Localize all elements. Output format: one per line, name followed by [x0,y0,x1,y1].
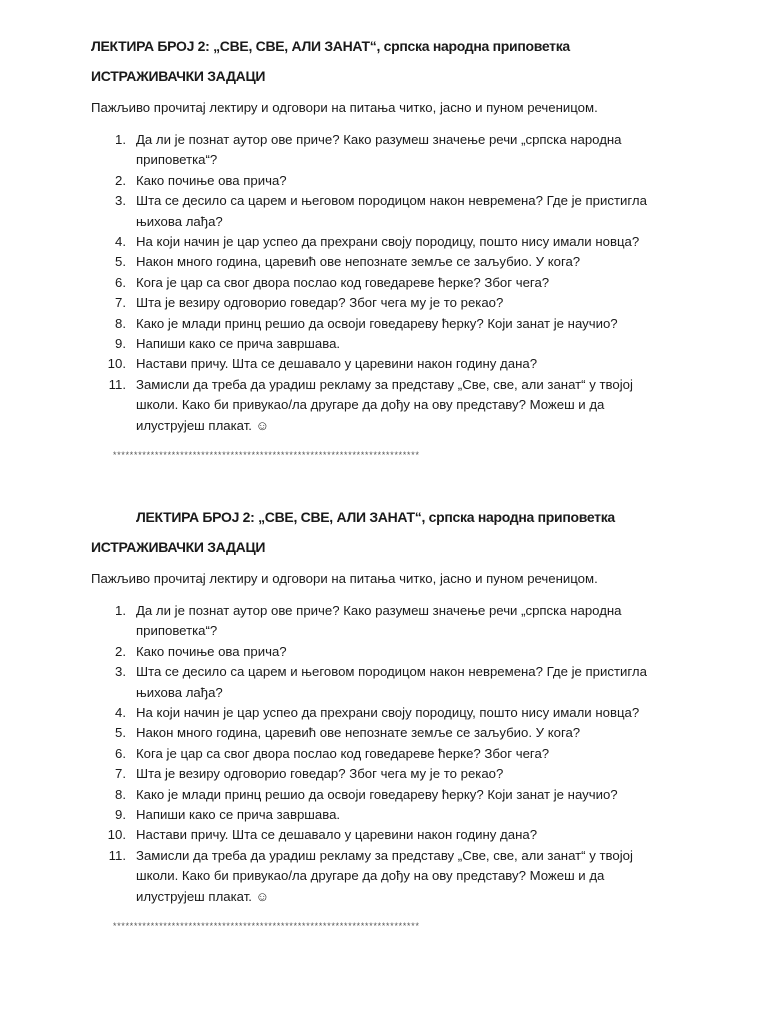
question-text: На који начин је цар успео да прехрани своју породицу, пошто нису имали новца? [136,705,640,721]
question-number: 11. [108,847,126,863]
question-item [0,744,768,764]
question-list [0,130,768,436]
question-text: Кога је цар са свог двора послао код говедареве ћерке? Због чега? [136,745,550,761]
question-text: Након много година, царевић ове непознате земље се заљубио. У кога? [136,254,581,270]
question-text: Како почиње ова прича? [136,643,287,659]
question-number: 4. [115,234,126,250]
question-number: 1. [115,132,126,147]
question-number: 7. [115,295,126,311]
question-text: Напиши како се прича завршава. [136,336,341,352]
question-item [0,314,768,334]
question-item [0,273,768,293]
question-item [0,232,768,252]
question-number: 4. [115,705,126,721]
question-item [0,642,768,662]
question-item [0,825,768,845]
worksheet-intro: Пажљиво прочитај лектиру и одговори на питања читко, јасно и пуном реченицом. [91,100,598,115]
question-text: На који начин је цар успео да прехрани своју породицу, пошто нису имали новца? [136,234,640,250]
question-text: Настави причу. Шта се дешавало у царевини након годину дана? [136,827,538,843]
question-text: Како почиње ова прича? [136,172,287,188]
question-item [0,354,768,374]
question-number: 9. [115,807,126,823]
question-text: Да ли је познат аутор ове приче? Како разумеш значење речи „српска народна приповетка“? [136,603,622,639]
worksheet-title: ЛЕКТИРА БРОЈ 2: „СВЕ, СВЕ, АЛИ ЗАНАТ“, српска народна приповетка [91,38,570,54]
question-text: Шта је везиру одговорио говедар? Због чега му је то рекао? [136,766,504,782]
question-item [0,375,768,436]
question-text: Замисли да треба да урадиш рекламу за представу „Све, све, али занат“ у твојој школи. Како би привукао/ла другаре да дођу на ову представу? Можеш и да илуструјеш плакат. ☺ [136,847,633,904]
question-item [0,130,768,171]
separator-line: ************************************************************************* [112,451,419,461]
question-number: 7. [115,766,126,782]
question-text: Како је млади принц решио да освоји говедареву ћерку? Који занат је научио? [136,786,618,802]
question-item [0,805,768,825]
question-text: Замисли да треба да урадиш рекламу за представу „Све, све, али занат“ у твојој школи. Како би привукао/ла другаре да дођу на ову представу? Можеш и да илуструјеш плакат. ☺ [136,376,633,433]
question-item [0,764,768,784]
question-number: 11. [108,376,126,392]
question-item [0,723,768,743]
question-item [0,703,768,723]
question-item [0,171,768,191]
worksheet-intro: Пажљиво прочитај лектиру и одговори на питања читко, јасно и пуном реченицом. [91,571,598,586]
question-item [0,601,768,642]
question-item [0,191,768,232]
question-number: 5. [115,725,126,741]
question-number: 5. [115,254,126,270]
question-number: 1. [115,603,126,618]
worksheet-title: ЛЕКТИРА БРОЈ 2: „СВЕ, СВЕ, АЛИ ЗАНАТ“, српска народна приповетка [136,509,615,525]
question-number: 6. [115,274,126,290]
question-text: Да ли је познат аутор ове приче? Како разумеш значење речи „српска народна приповетка“? [136,132,622,168]
question-text: Напиши како се прича завршава. [136,807,341,823]
question-number: 9. [115,336,126,352]
question-list [0,601,768,907]
question-number: 3. [115,193,126,209]
question-text: Шта се десило са царем и његовом породицом након невремена? Где је пристигла њихова лађа? [136,664,647,700]
question-number: 3. [115,664,126,680]
question-text: Шта се десило са царем и његовом породицом након невремена? Где је пристигла њихова лађа? [136,193,647,229]
question-text: Настави причу. Шта се дешавало у царевини након годину дана? [136,356,538,372]
question-text: Како је млади принц решио да освоји говедареву ћерку? Који занат је научио? [136,315,618,331]
question-number: 8. [115,315,126,331]
separator-line: ************************************************************************* [112,922,419,932]
question-text: Након много година, царевић ове непознате земље се заљубио. У кога? [136,725,581,741]
question-item [0,846,768,907]
question-number: 10. [107,356,126,372]
question-number: 2. [115,643,126,659]
question-text: Кога је цар са свог двора послао код говедареве ћерке? Због чега? [136,274,550,290]
question-item [0,293,768,313]
question-item [0,785,768,805]
question-number: 8. [115,786,126,802]
worksheet-subtitle: ИСТРАЖИВАЧКИ ЗАДАЦИ [91,539,266,555]
question-item [0,662,768,703]
worksheet-subtitle: ИСТРАЖИВАЧКИ ЗАДАЦИ [91,68,266,84]
question-item [0,334,768,354]
question-number: 10. [107,827,126,843]
question-number: 6. [115,745,126,761]
question-text: Шта је везиру одговорио говедар? Због чега му је то рекао? [136,295,504,311]
question-item [0,252,768,272]
question-number: 2. [115,172,126,188]
